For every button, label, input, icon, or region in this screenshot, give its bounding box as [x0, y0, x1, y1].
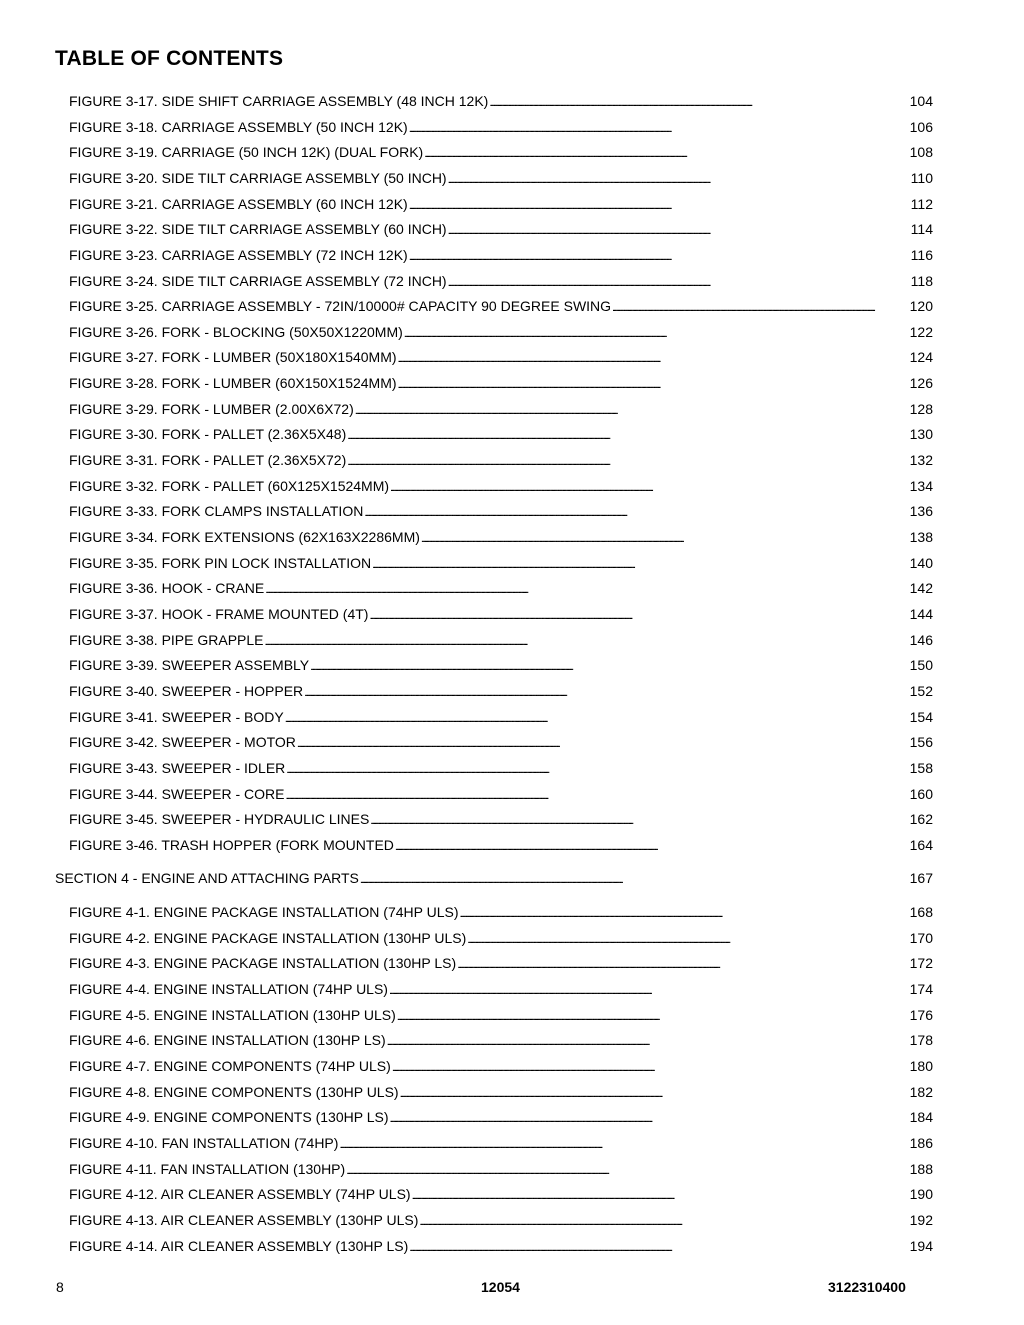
toc-dot-leader — [397, 1006, 909, 1026]
toc-entry-label: FIGURE 3-23. CARRIAGE ASSEMBLY (72 INCH 12K) — [69, 247, 408, 263]
toc-entry-page: 112 — [910, 196, 933, 212]
toc-dot-leader — [389, 980, 909, 1000]
toc-figure-entry[interactable] — [69, 656, 933, 674]
toc-figure-entry[interactable] — [69, 954, 933, 972]
toc-entry-label: FIGURE 4-2. ENGINE PACKAGE INSTALLATION (130HP ULS) — [69, 930, 467, 946]
toc-entry-page: 176 — [909, 1007, 933, 1023]
toc-entry-label: FIGURE 3-28. FORK - LUMBER (60X150X1524MM) — [69, 375, 397, 391]
toc-entry-page: 128 — [909, 401, 933, 417]
toc-dot-leader — [419, 1211, 908, 1231]
toc-entry-page: 114 — [910, 221, 933, 237]
toc-figure-entry[interactable] — [69, 1108, 933, 1126]
toc-entry-page: 180 — [909, 1058, 933, 1074]
toc-figure-entry[interactable] — [69, 836, 933, 854]
toc-entry-label: FIGURE 4-5. ENGINE INSTALLATION (130HP ULS) — [69, 1007, 396, 1023]
toc-figure-entry[interactable] — [69, 246, 933, 264]
toc-figure-entry[interactable] — [69, 785, 933, 803]
toc-entry-label: FIGURE 3-25. CARRIAGE ASSEMBLY - 72IN/10000# CAPACITY 90 DEGREE SWING — [69, 298, 612, 314]
toc-figure-entry[interactable] — [69, 631, 933, 649]
toc-entry-page: 184 — [909, 1109, 933, 1125]
toc-entry-page: 108 — [909, 144, 933, 160]
toc-entry-label: FIGURE 3-44. SWEEPER - CORE — [69, 786, 285, 802]
toc-entry-label: FIGURE 3-37. HOOK - FRAME MOUNTED (4T) — [69, 606, 369, 622]
toc-entry-page: 132 — [909, 452, 933, 468]
toc-dot-leader — [304, 682, 908, 702]
toc-dot-leader — [409, 118, 909, 138]
toc-entry-label: FIGURE 3-42. SWEEPER - MOTOR — [69, 734, 296, 750]
toc-figure-entry[interactable] — [69, 1134, 933, 1152]
toc-entry-label: FIGURE 4-7. ENGINE COMPONENTS (74HP ULS) — [69, 1058, 391, 1074]
toc-entry-label: FIGURE 3-24. SIDE TILT CARRIAGE ASSEMBLY (72 INCH) — [69, 273, 447, 289]
toc-entry-label: FIGURE 4-12. AIR CLEANER ASSEMBLY (74HP ULS) — [69, 1186, 411, 1202]
toc-entry-label: FIGURE 3-41. SWEEPER - BODY — [69, 709, 284, 725]
toc-figure-entry[interactable] — [69, 297, 933, 315]
toc-entry-label: FIGURE 3-17. SIDE SHIFT CARRIAGE ASSEMBLY (48 INCH 12K) — [69, 93, 489, 109]
toc-figure-entry[interactable] — [69, 323, 933, 341]
toc-entry-page: 144 — [909, 606, 933, 622]
toc-entry-page: 190 — [909, 1186, 933, 1202]
toc-section-entry[interactable] — [55, 869, 933, 887]
toc-dot-leader — [370, 810, 908, 830]
toc-entry-label: FIGURE 4-14. AIR CLEANER ASSEMBLY (130HP LS) — [69, 1238, 409, 1254]
toc-figure-entry[interactable] — [69, 1031, 933, 1049]
toc-entry-label: FIGURE 3-20. SIDE TILT CARRIAGE ASSEMBLY (50 INCH) — [69, 170, 447, 186]
toc-figure-entry[interactable] — [69, 118, 933, 136]
toc-entry-label: FIGURE 4-3. ENGINE PACKAGE INSTALLATION (130HP LS) — [69, 955, 457, 971]
toc-entry-label: FIGURE 3-39. SWEEPER ASSEMBLY — [69, 657, 310, 673]
toc-figure-entry[interactable] — [69, 143, 933, 161]
toc-figure-entry[interactable] — [69, 579, 933, 597]
toc-figure-entry[interactable] — [69, 451, 933, 469]
footer-part-number: 3122310400 — [828, 1279, 906, 1295]
toc-entry-label: FIGURE 4-1. ENGINE PACKAGE INSTALLATION (74HP ULS) — [69, 904, 459, 920]
toc-entry-page: 156 — [909, 734, 933, 750]
toc-dot-leader — [467, 929, 908, 949]
toc-figure-entry[interactable] — [69, 903, 933, 921]
toc-entry-label: FIGURE 3-34. FORK EXTENSIONS (62X163X2286MM) — [69, 529, 420, 545]
toc-figure-entry[interactable] — [69, 528, 933, 546]
toc-figure-entry[interactable] — [69, 195, 933, 213]
toc-entry-page: 172 — [909, 955, 933, 971]
toc-entry-label: FIGURE 3-33. FORK CLAMPS INSTALLATION — [69, 503, 364, 519]
toc-dot-leader — [369, 605, 908, 625]
toc-entry-label: FIGURE 3-38. PIPE GRAPPLE — [69, 632, 264, 648]
toc-dot-leader — [392, 1057, 909, 1077]
toc-figure-entry[interactable] — [69, 1185, 933, 1203]
toc-figure-entry[interactable] — [69, 1211, 933, 1229]
toc-figure-entry[interactable] — [69, 929, 933, 947]
toc-entry-label: FIGURE 3-40. SWEEPER - HOPPER — [69, 683, 304, 699]
toc-entry-page: 138 — [909, 529, 933, 545]
toc-dot-leader — [409, 195, 910, 215]
toc-dot-leader — [395, 836, 909, 856]
toc-entry-label: FIGURE 3-32. FORK - PALLET (60X125X1524MM) — [69, 478, 390, 494]
toc-dot-leader — [297, 733, 909, 753]
toc-dot-leader — [404, 323, 909, 343]
toc-dot-leader — [398, 348, 909, 368]
toc-dot-leader — [424, 143, 908, 163]
toc-entry-page: 126 — [909, 375, 933, 391]
toc-entry-page: 124 — [909, 349, 933, 365]
toc-dot-leader — [448, 169, 910, 189]
toc-entry-page: 186 — [909, 1135, 933, 1151]
toc-entry-page: 142 — [909, 580, 933, 596]
toc-dot-leader — [346, 1160, 908, 1180]
toc-dot-leader — [448, 272, 910, 292]
toc-dot-leader — [360, 869, 909, 889]
toc-dot-leader — [612, 297, 909, 317]
toc-entry-label: FIGURE 3-46. TRASH HOPPER (FORK MOUNTED — [69, 837, 394, 853]
toc-entry-label: FIGURE 3-30. FORK - PALLET (2.36X5X48) — [69, 426, 347, 442]
toc-figure-entry[interactable] — [69, 1006, 933, 1024]
toc-entry-page: 150 — [909, 657, 933, 673]
toc-dot-leader — [390, 477, 909, 497]
toc-entry-page: 174 — [909, 981, 933, 997]
toc-entry-page: 140 — [909, 555, 933, 571]
toc-entry-label: FIGURE 3-27. FORK - LUMBER (50X180X1540MM) — [69, 349, 397, 365]
toc-figure-entry[interactable] — [69, 733, 933, 751]
toc-dot-leader — [347, 425, 908, 445]
toc-figure-entry[interactable] — [69, 1237, 933, 1255]
page-title: TABLE OF CONTENTS — [55, 47, 284, 70]
toc-entry-page: 164 — [909, 837, 933, 853]
toc-entry-page: 120 — [909, 298, 933, 314]
toc-figure-entry[interactable] — [69, 374, 933, 392]
toc-entry-label: FIGURE 3-29. FORK - LUMBER (2.00X6X72) — [69, 401, 354, 417]
toc-figure-entry[interactable] — [69, 810, 933, 828]
toc-dot-leader — [400, 1083, 909, 1103]
toc-entry-label: FIGURE 3-43. SWEEPER - IDLER — [69, 760, 286, 776]
toc-figure-entry[interactable] — [69, 554, 933, 572]
toc-figure-entry[interactable] — [69, 1160, 933, 1178]
toc-entry-page: 162 — [909, 811, 933, 827]
toc-figure-entry[interactable] — [69, 348, 933, 366]
toc-entry-label: FIGURE 3-21. CARRIAGE ASSEMBLY (60 INCH 12K) — [69, 196, 408, 212]
toc-dot-leader — [286, 759, 908, 779]
toc-entry-label: FIGURE 4-13. AIR CLEANER ASSEMBLY (130HP ULS) — [69, 1212, 419, 1228]
toc-entry-page: 167 — [909, 870, 933, 886]
toc-figure-entry[interactable] — [69, 759, 933, 777]
toc-entry-page: 130 — [909, 426, 933, 442]
toc-entry-label: FIGURE 3-18. CARRIAGE ASSEMBLY (50 INCH 12K) — [69, 119, 408, 135]
toc-entry-page: 110 — [910, 170, 933, 186]
toc-dot-leader — [364, 502, 908, 522]
footer-doc-code: 12054 — [481, 1279, 520, 1295]
toc-entry-page: 106 — [909, 119, 933, 135]
toc-entry-label: FIGURE 4-9. ENGINE COMPONENTS (130HP LS) — [69, 1109, 389, 1125]
toc-entry-label: FIGURE 3-26. FORK - BLOCKING (50X50X1220MM) — [69, 324, 403, 340]
toc-entry-label: FIGURE 3-19. CARRIAGE (50 INCH 12K) (DUAL FORK) — [69, 144, 424, 160]
toc-entry-page: 158 — [909, 760, 933, 776]
toc-dot-leader — [265, 579, 908, 599]
toc-dot-leader — [285, 708, 909, 728]
toc-dot-leader — [372, 554, 909, 574]
toc-entry-page: 178 — [909, 1032, 933, 1048]
toc-dot-leader — [387, 1031, 909, 1051]
toc-dot-leader — [412, 1185, 909, 1205]
toc-figure-entry[interactable] — [69, 502, 933, 520]
toc-entry-label: FIGURE 4-11. FAN INSTALLATION (130HP) — [69, 1161, 346, 1177]
toc-figure-entry[interactable] — [69, 682, 933, 700]
toc-entry-label: FIGURE 3-22. SIDE TILT CARRIAGE ASSEMBLY (60 INCH) — [69, 221, 447, 237]
toc-dot-leader — [457, 954, 908, 974]
toc-entry-page: 194 — [909, 1238, 933, 1254]
toc-figure-entry[interactable] — [69, 477, 933, 495]
toc-entry-label: FIGURE 4-8. ENGINE COMPONENTS (130HP ULS) — [69, 1084, 399, 1100]
toc-entry-label: FIGURE 4-6. ENGINE INSTALLATION (130HP LS) — [69, 1032, 386, 1048]
toc-figure-entry[interactable] — [69, 400, 933, 418]
toc-dot-leader — [409, 246, 910, 266]
toc-dot-leader — [460, 903, 909, 923]
toc-entry-label: FIGURE 3-36. HOOK - CRANE — [69, 580, 265, 596]
toc-dot-leader — [398, 374, 909, 394]
toc-dot-leader — [347, 451, 908, 471]
toc-entry-label: SECTION 4 - ENGINE AND ATTACHING PARTS — [55, 870, 359, 886]
toc-figure-entry[interactable] — [69, 1057, 933, 1075]
toc-entry-page: 154 — [909, 709, 933, 725]
toc-figure-entry[interactable] — [69, 169, 933, 187]
toc-dot-leader — [355, 400, 909, 420]
toc-entry-page: 118 — [910, 273, 933, 289]
toc-dot-leader — [389, 1108, 908, 1128]
toc-dot-leader — [421, 528, 909, 548]
toc-entry-page: 192 — [909, 1212, 933, 1228]
toc-entry-label: FIGURE 3-35. FORK PIN LOCK INSTALLATION — [69, 555, 372, 571]
toc-figure-entry[interactable] — [69, 425, 933, 443]
toc-entry-page: 152 — [909, 683, 933, 699]
toc-entry-page: 170 — [909, 930, 933, 946]
toc-figure-entry[interactable] — [69, 1083, 933, 1101]
toc-entry-label: FIGURE 3-31. FORK - PALLET (2.36X5X72) — [69, 452, 347, 468]
toc-dot-leader — [409, 1237, 908, 1257]
toc-figure-entry[interactable] — [69, 272, 933, 290]
toc-entry-label: FIGURE 4-10. FAN INSTALLATION (74HP) — [69, 1135, 339, 1151]
toc-dot-leader — [339, 1134, 908, 1154]
toc-entry-page: 104 — [909, 93, 933, 109]
toc-figure-entry[interactable] — [69, 605, 933, 623]
toc-entry-page: 134 — [909, 478, 933, 494]
footer-page-number: 8 — [56, 1279, 64, 1295]
toc-entry-page: 122 — [909, 324, 933, 340]
toc-dot-leader — [448, 220, 910, 240]
toc-dot-leader — [265, 631, 909, 651]
toc-entry-page: 160 — [909, 786, 933, 802]
toc-dot-leader — [310, 656, 908, 676]
toc-entry-page: 168 — [909, 904, 933, 920]
toc-figure-entry[interactable] — [69, 980, 933, 998]
toc-figure-entry[interactable] — [69, 220, 933, 238]
toc-entry-label: FIGURE 3-45. SWEEPER - HYDRAULIC LINES — [69, 811, 370, 827]
toc-entry-page: 116 — [910, 247, 933, 263]
toc-entry-page: 136 — [909, 503, 933, 519]
toc-entry-page: 188 — [909, 1161, 933, 1177]
toc-entry-page: 182 — [909, 1084, 933, 1100]
toc-dot-leader — [489, 92, 908, 112]
toc-figure-entry[interactable] — [69, 708, 933, 726]
toc-dot-leader — [285, 785, 908, 805]
toc-entry-page: 146 — [909, 632, 933, 648]
toc-entry-label: FIGURE 4-4. ENGINE INSTALLATION (74HP ULS) — [69, 981, 388, 997]
toc-figure-entry[interactable] — [69, 92, 933, 110]
